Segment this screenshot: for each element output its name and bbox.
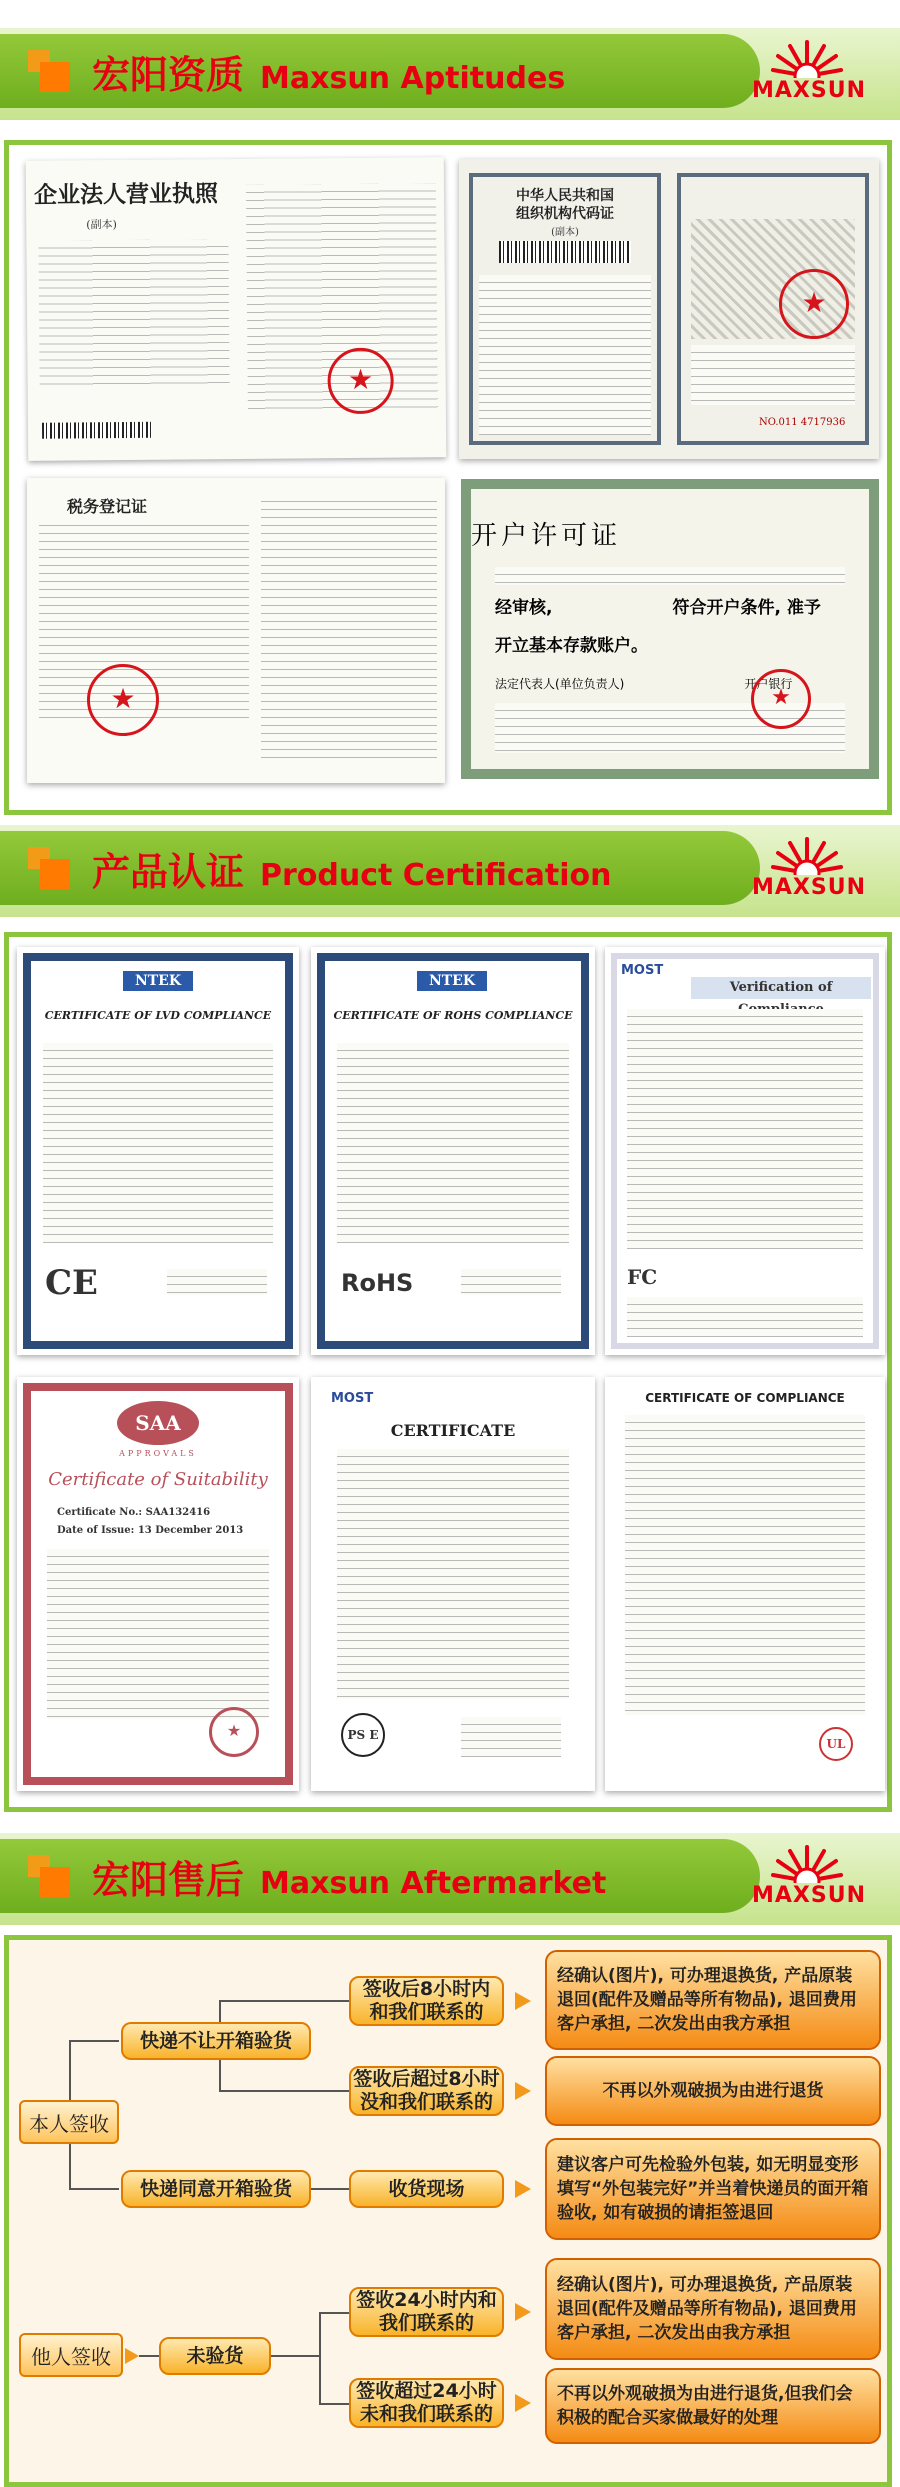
maxsun-logo: MAXSUN [752, 38, 862, 116]
barcode-icon [499, 241, 631, 263]
result-inspect-package: 建议客户可先检验外包装, 如无明显变形填写“外包装完好”并当着快递员的面开箱验收, 如有破损的请拒签退回 [545, 2138, 881, 2240]
maxsun-logo: MAXSUN [752, 835, 862, 913]
red-seal-icon: ★ [779, 269, 849, 339]
red-seal-icon: ★ [327, 348, 394, 415]
self-sign-node: 本人签收 [19, 2100, 119, 2144]
sun-logo-icon [770, 835, 844, 875]
arrow-icon [515, 1992, 531, 2010]
not-inspected-node: 未验货 [159, 2337, 271, 2375]
section-title: 宏阳资质 Maxsun Aptitudes [92, 53, 566, 97]
ul-mark-icon: UL [819, 1727, 853, 1761]
contact-over-8h-node: 签收后超过8小时 没和我们联系的 [349, 2066, 504, 2116]
bank-account-permit-image: 开户许可证 经审核, 符合开户条件, 准予 开立基本存款账户。 法定代表人(单位负责人) 开户银行 ★ [461, 479, 879, 779]
arrow-icon [125, 2348, 139, 2364]
seal-icon: ★ [209, 1707, 259, 1757]
red-seal-icon: ★ [87, 664, 159, 736]
aptitudes-panel [4, 140, 892, 815]
ul-certificate-image: CERTIFICATE OF COMPLIANCE UL [605, 1377, 885, 1791]
result-return-exchange-2: 经确认(图片), 可办理退换货, 产品原装退回(配件及赠品等所有物品), 退回费用客户承担, 二次发出由我方承担 [545, 2258, 881, 2360]
section-title: 宏阳售后 Maxsun Aftermarket [92, 1858, 607, 1902]
org-code-certificate-image: 中华人民共和国 组织机构代码证 (副本) ★ NO.011 4717936 [459, 159, 879, 459]
lvd-certificate-image: NTEK CERTIFICATE OF LVD COMPLIANCE CE [17, 947, 299, 1355]
on-site-receipt-node: 收货现场 [349, 2170, 504, 2208]
certification-panel [4, 932, 892, 1812]
rohs-certificate-image: NTEK CERTIFICATE OF ROHS COMPLIANCE RoHS [311, 947, 595, 1355]
saa-certificate-image: SAA APPROVALS Certificate of Suitability Certificate No.: SAA132416 Date of Issue: 13 December 2013 ★ [17, 1377, 299, 1791]
tax-registration-image: 税务登记证 ★ [27, 478, 445, 783]
aptitudes-header [0, 28, 900, 120]
certification-header [0, 825, 900, 917]
result-return-exchange: 经确认(图片), 可办理退换货, 产品原装退回(配件及赠品等所有物品), 退回费用客户承担, 二次发出由我方承担 [545, 1950, 881, 2050]
verification-compliance-image: MOST Verification of FC [605, 947, 885, 1355]
contact-over-24h-node: 签收超过24小时 未和我们联系的 [349, 2378, 504, 2428]
arrow-icon [515, 2303, 531, 2321]
pse-mark-icon: PS E [341, 1713, 385, 1757]
aftermarket-flowchart [4, 1935, 892, 2487]
aftermarket-header [0, 1833, 900, 1925]
arrow-icon [515, 2394, 531, 2412]
result-no-return-damage: 不再以外观破损为由进行退货 [545, 2056, 881, 2126]
maxsun-logo: MAXSUN [752, 1843, 862, 1921]
allow-open-inspect-node: 快递同意开箱验货 [121, 2170, 311, 2208]
arrow-icon [515, 2082, 531, 2100]
red-seal-icon: ★ [751, 669, 811, 729]
result-no-return-support: 不再以外观破损为由进行退货,但我们会积极的配合买家做最好的处理 [545, 2368, 881, 2444]
sun-logo-icon [770, 38, 844, 78]
pse-certificate-image: MOST CERTIFICATE PS E [311, 1377, 595, 1791]
arrow-icon [515, 2180, 531, 2198]
sun-logo-icon [770, 1843, 844, 1883]
contact-within-24h-node: 签收24小时内和 我们联系的 [349, 2287, 504, 2337]
barcode-icon [42, 422, 152, 439]
no-open-inspect-node: 快递不让开箱验货 [121, 2022, 311, 2060]
contact-within-8h-node: 签收后8小时内 和我们联系的 [349, 1976, 504, 2026]
saa-logo-icon: SAA [117, 1401, 199, 1445]
section-title: 产品认证 Product Certification [92, 850, 612, 894]
other-sign-node: 他人签收 [19, 2333, 123, 2377]
business-license-image: 企业法人营业执照 (副本) ★ [26, 157, 447, 461]
